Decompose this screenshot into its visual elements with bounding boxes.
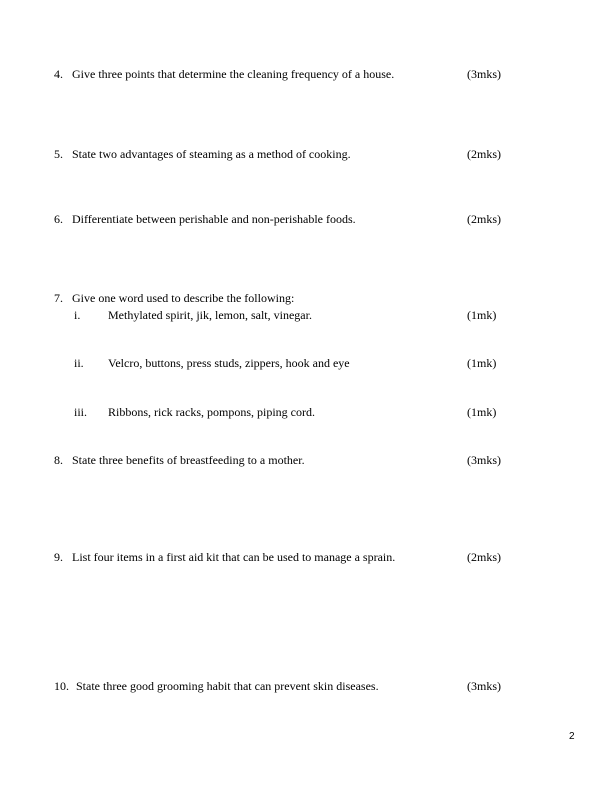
sub-question-text: Ribbons, rick racks, pompons, piping cord. [108,405,315,419]
sub-question-text: Methylated spirit, jik, lemon, salt, vinegar. [108,308,312,322]
question-number: 6. [54,212,63,226]
question-marks: (2mks) [467,550,501,564]
question-text: Give three points that determine the cleaning frequency of a house. [72,67,395,81]
question-number: 9. [54,550,63,564]
question-text: Differentiate between perishable and non-perishable foods. [72,212,356,226]
sub-question-marks: (1mk) [467,405,497,419]
sub-question-number: i. [74,308,81,322]
question-number: 5. [54,147,63,161]
question-marks: (2mks) [467,147,501,161]
question-text: List four items in a first aid kit that can be used to manage a sprain. [72,550,396,564]
question-number: 8. [54,453,63,467]
question-text: State two advantages of steaming as a method of cooking. [72,147,351,161]
question-marks: (3mks) [467,453,501,467]
question-text: Give one word used to describe the following: [72,291,295,305]
page-number: 2 [569,731,575,742]
question-marks: (2mks) [467,212,501,226]
question-number: 4. [54,67,63,81]
question-text: State three benefits of breastfeeding to a mother. [72,453,305,467]
sub-question-number: ii. [74,356,84,370]
question-number: 10. [54,679,69,693]
sub-question-marks: (1mk) [467,308,497,322]
question-number: 7. [54,291,63,305]
sub-question-number: iii. [74,405,88,419]
question-marks: (3mks) [467,67,501,81]
sub-question-text: Velcro, buttons, press studs, zippers, hook and eye [108,356,350,370]
sub-question-marks: (1mk) [467,356,497,370]
question-marks: (3mks) [467,679,501,693]
question-text: State three good grooming habit that can prevent skin diseases. [76,679,379,693]
